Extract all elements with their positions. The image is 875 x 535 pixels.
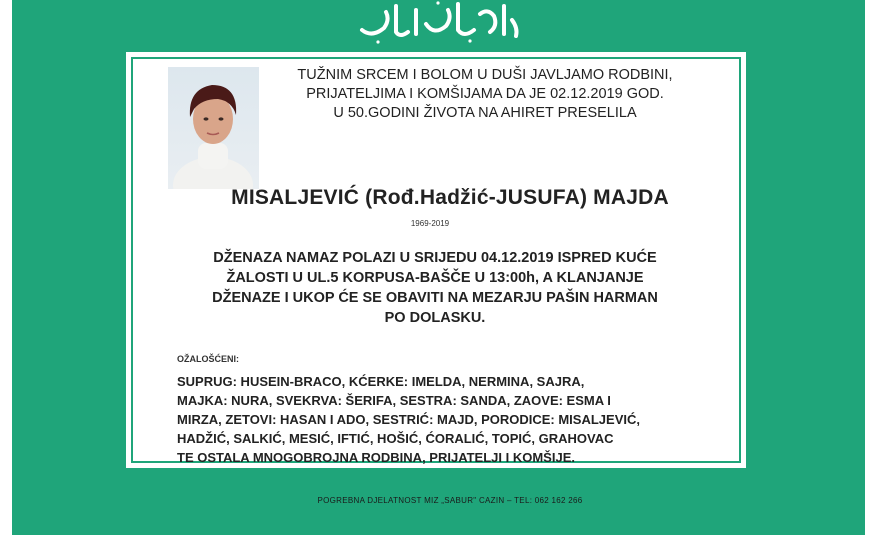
announcement-text: TUŽNIM SRCEM I BOLOM U DUŠI JAVLJAMO RODBINI, PRIJATELJIMA I KOMŠIJAMA DA JE 02.12.2019 GOD. U 50.GODINI ŽIVOTA NA AHIRET PRESELILA — [297, 67, 673, 121]
funeral-details: DŽENAZA NAMAZ POLAZI U SRIJEDU 04.12.2019 ISPRED KUĆE ŽALOSTI U UL.5 KORPUSA-BAŠČE U 13:00h, A KLANJANJE DŽENAZE I UKOP ĆE SE OBAVITI NA MEZARJU PAŠIN HARMAN PO DOLASKU. — [212, 250, 658, 326]
arabic-calligraphy-icon — [352, 0, 524, 44]
mourners-heading: OŽALOŠĆENI: — [177, 354, 239, 364]
funeral-service-footer: POGREBNA DJELATNOST MIZ „SABUR" CAZIN – TEL: 062 162 266 — [317, 496, 583, 505]
mourners-list: SUPRUG: HUSEIN-BRACO, KĆERKE: IMELDA, NERMINA, SAJRA, MAJKA: NURA, SVEKRVA: ŠERIFA, SESTRA: SANDA, ZAOVE: ESMA I MIRZA, ZETOVI: HASAN I ADO, SESTRIĆ: MAJD, PORODICE: MISALJEVIĆ, HADŽIĆ, SALKIĆ, MESIĆ, IFTIĆ, HOŠIĆ, ĆORALIĆ, TOPIĆ, GRAHOVAC TE OSTALA MNOGOBROJNA RODBINA, PRIJATELJI I KOMŠIJE. — [177, 374, 640, 465]
life-years: 1969-2019 — [410, 219, 450, 228]
deceased-name: MISALJEVIĆ (Rođ.Hadžić-JUSUFA) MAJDA — [231, 186, 669, 209]
portrait-photo — [168, 67, 259, 189]
